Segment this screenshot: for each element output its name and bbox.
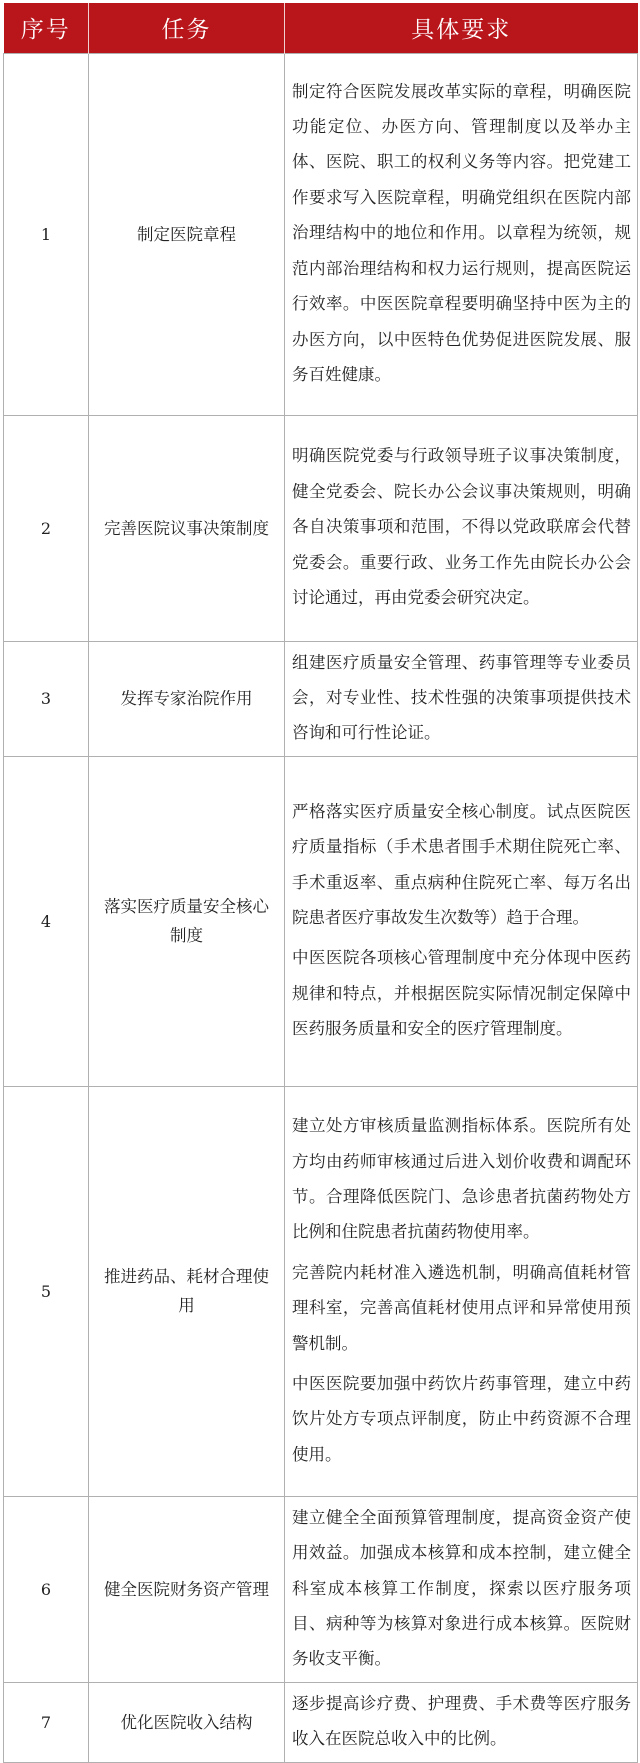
table-row bbox=[4, 415, 638, 641]
header-requirement: 具体要求 bbox=[285, 3, 638, 53]
row-task: 发挥专家治院作用 bbox=[89, 641, 285, 756]
requirements-table bbox=[3, 3, 638, 1763]
requirement-paragraph: 明确医院党委与行政领导班子议事决策制度，健全党委会、院长办公会议事决策规则，明确各自决策事项和范围，不得以党政联席会代替党委会。重要行政、业务工作先由院长办公会讨论通过，再由党委会研究决定。 bbox=[292, 446, 631, 608]
row-requirement bbox=[285, 1496, 638, 1682]
requirement-paragraph: 建立处方审核质量监测指标体系。医院所有处方均由药师审核通过后进入划价收费和调配环节。合理降低医院门、急诊患者抗菌药物处方比例和住院患者抗菌药物使用率。 bbox=[292, 1116, 631, 1242]
table-row bbox=[4, 641, 638, 756]
row-requirement bbox=[285, 1086, 638, 1496]
row-index: 4 bbox=[4, 756, 89, 1086]
table-body bbox=[4, 53, 638, 1762]
row-requirement bbox=[285, 641, 638, 756]
row-requirement bbox=[285, 1682, 638, 1762]
row-index: 3 bbox=[4, 641, 89, 756]
requirement-paragraph: 逐步提高诊疗费、护理费、手术费等医疗服务收入在医院总收入中的比例。 bbox=[292, 1693, 631, 1749]
requirement-paragraph: 完善院内耗材准入遴选机制，明确高值耗材管理科室，完善高值耗材使用点评和异常使用预警机制。 bbox=[292, 1262, 631, 1353]
row-requirement bbox=[285, 53, 638, 415]
table-row bbox=[4, 756, 638, 1086]
table-row bbox=[4, 53, 638, 415]
requirement-paragraph: 建立健全全面预算管理制度，提高资金资产使用效益。加强成本核算和成本控制，建立健全科室成本核算工作制度，探索以医疗服务项目、病种等为核算对象进行成本核算。医院财务收支平衡。 bbox=[292, 1507, 631, 1669]
row-task: 完善医院议事决策制度 bbox=[89, 415, 285, 641]
requirement-paragraph: 组建医疗质量安全管理、药事管理等专业委员会，对专业性、技术性强的决策事项提供技术咨询和可行性论证。 bbox=[292, 652, 631, 743]
row-index: 2 bbox=[4, 415, 89, 641]
row-requirement bbox=[285, 415, 638, 641]
requirement-paragraph: 制定符合医院发展改革实际的章程，明确医院功能定位、办医方向、管理制度以及举办主体、医院、职工的权利义务等内容。把党建工作要求写入医院章程，明确党组织在医院内部治理结构中的地位和作用。以章程为统领，规范内部治理结构和权力运行规则，提高医院运行效率。中医医院章程要明确坚持中医为主的办医方向，以中医特色优势促进医院发展、服务百姓健康。 bbox=[292, 81, 631, 384]
row-index: 7 bbox=[4, 1682, 89, 1762]
requirement-paragraph: 中医医院要加强中药饮片药事管理，建立中药饮片处方专项点评制度，防止中药资源不合理使用。 bbox=[292, 1374, 631, 1464]
row-requirement bbox=[285, 756, 638, 1086]
row-index: 5 bbox=[4, 1086, 89, 1496]
row-index: 6 bbox=[4, 1496, 89, 1682]
table-row bbox=[4, 1086, 638, 1496]
row-index: 1 bbox=[4, 53, 89, 415]
table-row bbox=[4, 1496, 638, 1682]
row-task: 制定医院章程 bbox=[89, 53, 285, 415]
row-task: 落实医疗质量安全核心制度 bbox=[89, 756, 285, 1086]
row-task: 健全医院财务资产管理 bbox=[89, 1496, 285, 1682]
row-task: 推进药品、耗材合理使用 bbox=[89, 1086, 285, 1496]
requirement-paragraph: 中医医院各项核心管理制度中充分体现中医药规律和特点，并根据医院实际情况制定保障中医药服务质量和安全的医疗管理制度。 bbox=[292, 948, 631, 1039]
row-task: 优化医院收入结构 bbox=[89, 1682, 285, 1762]
requirement-paragraph: 严格落实医疗质量安全核心制度。试点医院医疗质量指标（手术患者围手术期住院死亡率、手术重返率、重点病种住院死亡率、每万名出院患者医疗事故发生次数等）趋于合理。 bbox=[292, 801, 631, 928]
header-task: 任务 bbox=[89, 3, 285, 53]
header-index: 序号 bbox=[4, 3, 89, 53]
table-header bbox=[4, 3, 638, 53]
table-row bbox=[4, 1682, 638, 1762]
